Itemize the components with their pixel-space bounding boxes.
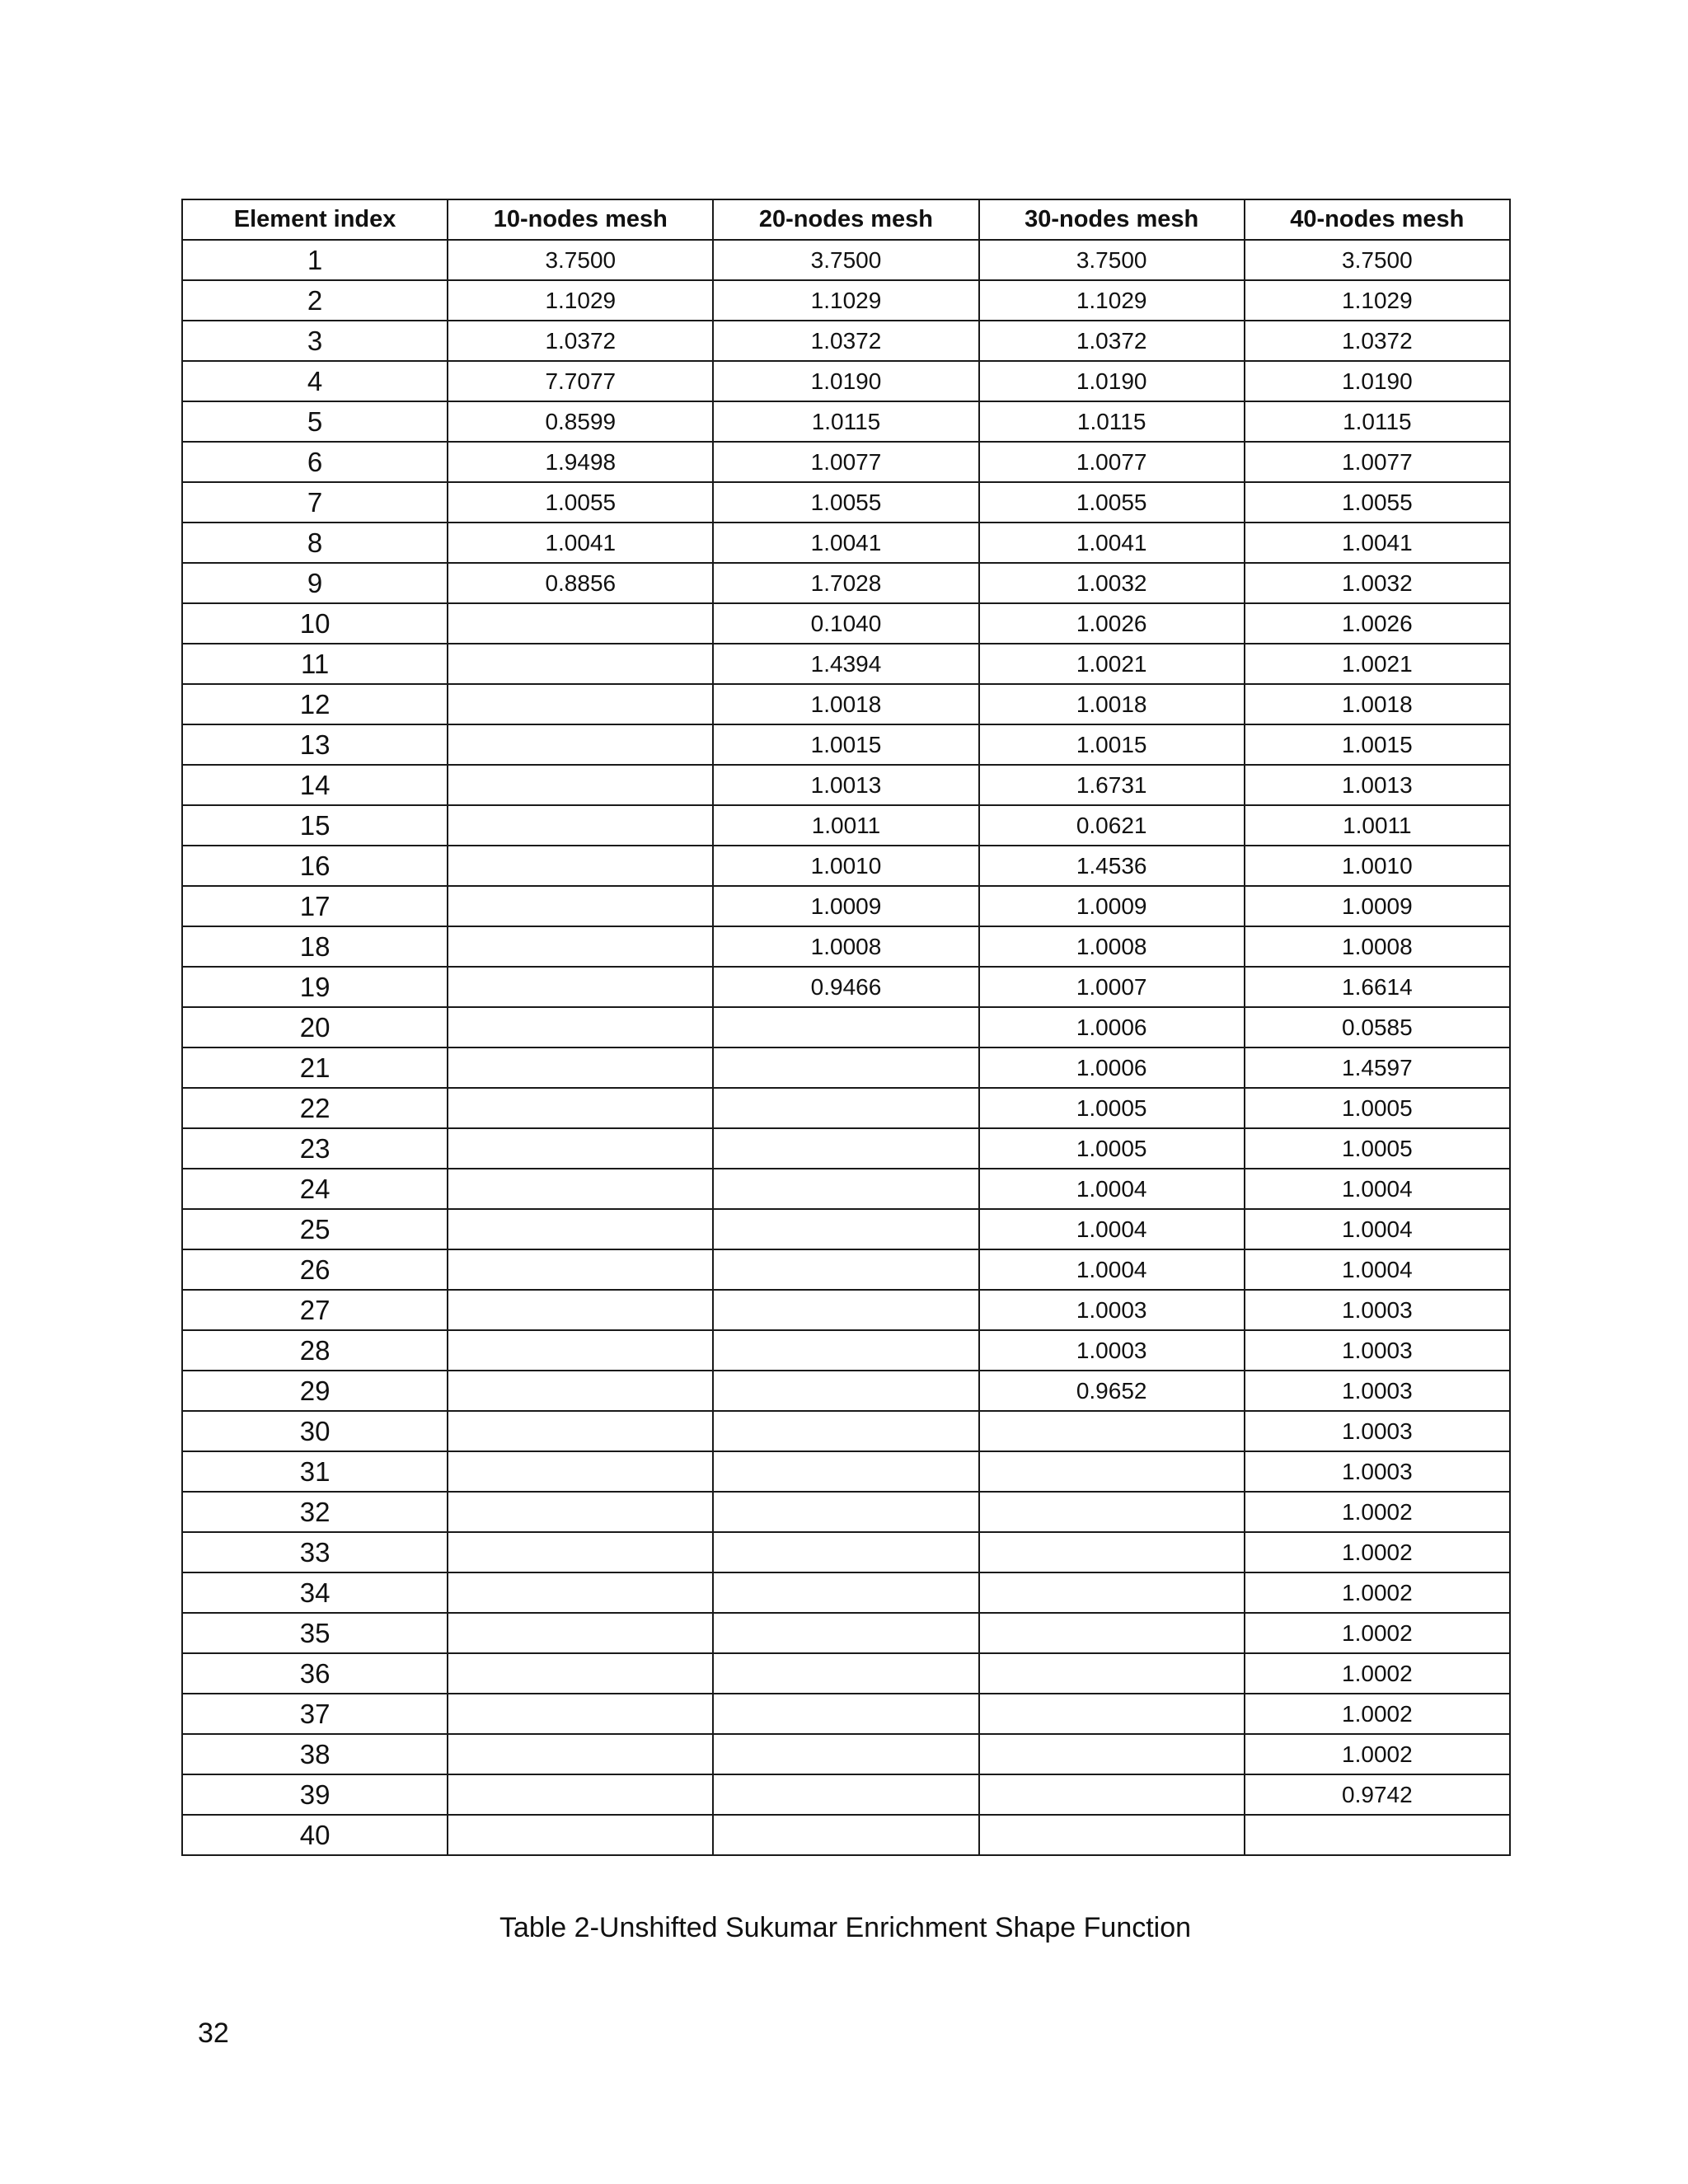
- mesh-40-cell: 1.0003: [1245, 1451, 1510, 1492]
- element-index-cell: 1: [182, 240, 448, 280]
- mesh-10-cell: [448, 1613, 713, 1653]
- element-index-cell: 2: [182, 280, 448, 321]
- mesh-20-cell: 1.0115: [713, 401, 978, 442]
- mesh-20-cell: 1.0010: [713, 846, 978, 886]
- mesh-40-cell: 1.0115: [1245, 401, 1510, 442]
- mesh-30-cell: 1.0115: [979, 401, 1245, 442]
- table-row: [182, 442, 1510, 482]
- mesh-40-cell: 0.9742: [1245, 1774, 1510, 1815]
- element-index-cell: 26: [182, 1249, 448, 1290]
- table-row: [182, 1007, 1510, 1047]
- mesh-10-cell: [448, 603, 713, 644]
- mesh-30-cell: [979, 1613, 1245, 1653]
- mesh-40-cell: 1.0077: [1245, 442, 1510, 482]
- element-index-cell: 28: [182, 1330, 448, 1371]
- mesh-20-cell: 1.0008: [713, 926, 978, 967]
- mesh-30-cell: [979, 1815, 1245, 1855]
- table-row: [182, 523, 1510, 563]
- table-row: [182, 1290, 1510, 1330]
- element-index-cell: 24: [182, 1169, 448, 1209]
- element-index-cell: 38: [182, 1734, 448, 1774]
- element-index-cell: 20: [182, 1007, 448, 1047]
- mesh-20-cell: [713, 1290, 978, 1330]
- table-row: [182, 1653, 1510, 1694]
- mesh-30-cell: 1.0006: [979, 1007, 1245, 1047]
- table-row: [182, 361, 1510, 401]
- mesh-40-cell: 1.0013: [1245, 765, 1510, 805]
- element-index-cell: 12: [182, 684, 448, 724]
- mesh-10-cell: 1.0372: [448, 321, 713, 361]
- column-header-10-nodes: 10-nodes mesh: [448, 199, 713, 240]
- mesh-10-cell: [448, 1815, 713, 1855]
- mesh-20-cell: 1.0077: [713, 442, 978, 482]
- mesh-20-cell: 1.0055: [713, 482, 978, 523]
- mesh-30-cell: [979, 1411, 1245, 1451]
- mesh-40-cell: 1.0004: [1245, 1249, 1510, 1290]
- mesh-20-cell: 0.9466: [713, 967, 978, 1007]
- mesh-40-cell: 1.0002: [1245, 1653, 1510, 1694]
- mesh-20-cell: [713, 1128, 978, 1169]
- element-index-cell: 29: [182, 1371, 448, 1411]
- mesh-20-cell: [713, 1774, 978, 1815]
- mesh-40-cell: 1.0004: [1245, 1169, 1510, 1209]
- table-row: [182, 240, 1510, 280]
- element-index-cell: 16: [182, 846, 448, 886]
- mesh-40-cell: 1.4597: [1245, 1047, 1510, 1088]
- mesh-20-cell: [713, 1007, 978, 1047]
- mesh-10-cell: [448, 846, 713, 886]
- table-row: [182, 1411, 1510, 1451]
- table-row: [182, 1613, 1510, 1653]
- mesh-10-cell: [448, 1492, 713, 1532]
- mesh-30-cell: 1.0015: [979, 724, 1245, 765]
- mesh-10-cell: [448, 1007, 713, 1047]
- mesh-20-cell: [713, 1209, 978, 1249]
- table-row: [182, 967, 1510, 1007]
- table-row: [182, 1249, 1510, 1290]
- element-index-cell: 5: [182, 401, 448, 442]
- table-row: [182, 684, 1510, 724]
- mesh-10-cell: [448, 805, 713, 846]
- mesh-20-cell: [713, 1653, 978, 1694]
- column-header-40-nodes: 40-nodes mesh: [1245, 199, 1510, 240]
- element-index-cell: 25: [182, 1209, 448, 1249]
- mesh-30-cell: 1.0004: [979, 1169, 1245, 1209]
- mesh-40-cell: 1.0055: [1245, 482, 1510, 523]
- enrichment-shape-function-table: [181, 199, 1511, 1856]
- element-index-cell: 4: [182, 361, 448, 401]
- mesh-20-cell: 1.0009: [713, 886, 978, 926]
- table-row: [182, 926, 1510, 967]
- mesh-30-cell: 1.0003: [979, 1330, 1245, 1371]
- mesh-10-cell: [448, 1451, 713, 1492]
- mesh-30-cell: 1.0018: [979, 684, 1245, 724]
- mesh-40-cell: 1.0003: [1245, 1330, 1510, 1371]
- column-header-30-nodes: 30-nodes mesh: [979, 199, 1245, 240]
- table-row: [182, 765, 1510, 805]
- mesh-20-cell: 1.4394: [713, 644, 978, 684]
- element-index-cell: 23: [182, 1128, 448, 1169]
- element-index-cell: 21: [182, 1047, 448, 1088]
- mesh-20-cell: [713, 1371, 978, 1411]
- table-row: [182, 805, 1510, 846]
- mesh-10-cell: [448, 644, 713, 684]
- mesh-20-cell: [713, 1330, 978, 1371]
- element-index-cell: 32: [182, 1492, 448, 1532]
- mesh-10-cell: [448, 1088, 713, 1128]
- mesh-10-cell: 1.0041: [448, 523, 713, 563]
- mesh-40-cell: 1.1029: [1245, 280, 1510, 321]
- mesh-20-cell: 1.0011: [713, 805, 978, 846]
- mesh-30-cell: 1.0026: [979, 603, 1245, 644]
- mesh-30-cell: [979, 1572, 1245, 1613]
- mesh-40-cell: 1.0010: [1245, 846, 1510, 886]
- mesh-40-cell: 1.0018: [1245, 684, 1510, 724]
- column-header-element-index: Element index: [182, 199, 448, 240]
- mesh-40-cell: 1.0011: [1245, 805, 1510, 846]
- table-row: [182, 1371, 1510, 1411]
- mesh-30-cell: 1.0005: [979, 1128, 1245, 1169]
- table-row: [182, 1532, 1510, 1572]
- mesh-30-cell: 1.0077: [979, 442, 1245, 482]
- mesh-30-cell: 1.0041: [979, 523, 1245, 563]
- mesh-40-cell: 1.0009: [1245, 886, 1510, 926]
- mesh-10-cell: [448, 724, 713, 765]
- mesh-20-cell: [713, 1734, 978, 1774]
- element-index-cell: 14: [182, 765, 448, 805]
- mesh-40-cell: 1.6614: [1245, 967, 1510, 1007]
- mesh-20-cell: 0.1040: [713, 603, 978, 644]
- element-index-cell: 7: [182, 482, 448, 523]
- mesh-20-cell: [713, 1047, 978, 1088]
- table-row: [182, 1330, 1510, 1371]
- element-index-cell: 6: [182, 442, 448, 482]
- mesh-20-cell: 1.0013: [713, 765, 978, 805]
- element-index-cell: 11: [182, 644, 448, 684]
- mesh-40-cell: 1.0026: [1245, 603, 1510, 644]
- mesh-20-cell: 1.0372: [713, 321, 978, 361]
- mesh-10-cell: [448, 1249, 713, 1290]
- element-index-cell: 30: [182, 1411, 448, 1451]
- mesh-10-cell: [448, 1371, 713, 1411]
- mesh-20-cell: [713, 1411, 978, 1451]
- table-row: [182, 1815, 1510, 1855]
- element-index-cell: 19: [182, 967, 448, 1007]
- column-header-20-nodes: 20-nodes mesh: [713, 199, 978, 240]
- mesh-30-cell: 0.9652: [979, 1371, 1245, 1411]
- element-index-cell: 27: [182, 1290, 448, 1330]
- element-index-cell: 13: [182, 724, 448, 765]
- table-header-row: [182, 199, 1510, 240]
- mesh-10-cell: [448, 886, 713, 926]
- mesh-40-cell: 1.0004: [1245, 1209, 1510, 1249]
- mesh-20-cell: 1.0015: [713, 724, 978, 765]
- element-index-cell: 36: [182, 1653, 448, 1694]
- mesh-20-cell: [713, 1492, 978, 1532]
- mesh-20-cell: 1.0041: [713, 523, 978, 563]
- table-row: [182, 1169, 1510, 1209]
- element-index-cell: 15: [182, 805, 448, 846]
- mesh-40-cell: 0.0585: [1245, 1007, 1510, 1047]
- table-body: [182, 240, 1510, 1855]
- element-index-cell: 35: [182, 1613, 448, 1653]
- element-index-cell: 37: [182, 1694, 448, 1734]
- mesh-40-cell: 1.0021: [1245, 644, 1510, 684]
- mesh-40-cell: 1.0008: [1245, 926, 1510, 967]
- mesh-20-cell: [713, 1532, 978, 1572]
- mesh-30-cell: 1.4536: [979, 846, 1245, 886]
- element-index-cell: 9: [182, 563, 448, 603]
- mesh-40-cell: 1.0032: [1245, 563, 1510, 603]
- mesh-10-cell: [448, 1774, 713, 1815]
- mesh-40-cell: [1245, 1815, 1510, 1855]
- mesh-10-cell: [448, 967, 713, 1007]
- mesh-10-cell: [448, 1290, 713, 1330]
- element-index-cell: 22: [182, 1088, 448, 1128]
- mesh-30-cell: [979, 1734, 1245, 1774]
- mesh-30-cell: [979, 1532, 1245, 1572]
- mesh-30-cell: 1.1029: [979, 280, 1245, 321]
- table-row: [182, 846, 1510, 886]
- element-index-cell: 39: [182, 1774, 448, 1815]
- element-index-cell: 3: [182, 321, 448, 361]
- mesh-20-cell: 3.7500: [713, 240, 978, 280]
- table-row: [182, 563, 1510, 603]
- mesh-30-cell: [979, 1492, 1245, 1532]
- mesh-10-cell: [448, 1734, 713, 1774]
- mesh-30-cell: 1.0032: [979, 563, 1245, 603]
- mesh-40-cell: 1.0003: [1245, 1411, 1510, 1451]
- mesh-30-cell: 1.0006: [979, 1047, 1245, 1088]
- mesh-20-cell: 1.0018: [713, 684, 978, 724]
- table-row: [182, 1451, 1510, 1492]
- mesh-40-cell: 1.0002: [1245, 1613, 1510, 1653]
- table-caption: Table 2-Unshifted Sukumar Enrichment Shape Function: [499, 1912, 1192, 1943]
- mesh-10-cell: [448, 684, 713, 724]
- mesh-30-cell: 1.6731: [979, 765, 1245, 805]
- mesh-20-cell: 1.0190: [713, 361, 978, 401]
- mesh-10-cell: 0.8599: [448, 401, 713, 442]
- mesh-10-cell: 1.1029: [448, 280, 713, 321]
- element-index-cell: 8: [182, 523, 448, 563]
- mesh-10-cell: [448, 1169, 713, 1209]
- table-row: [182, 724, 1510, 765]
- mesh-30-cell: 1.0003: [979, 1290, 1245, 1330]
- mesh-20-cell: [713, 1694, 978, 1734]
- table-row: [182, 1774, 1510, 1815]
- mesh-10-cell: 3.7500: [448, 240, 713, 280]
- mesh-30-cell: 3.7500: [979, 240, 1245, 280]
- mesh-40-cell: 1.0015: [1245, 724, 1510, 765]
- table-row: [182, 1088, 1510, 1128]
- mesh-30-cell: 0.0621: [979, 805, 1245, 846]
- element-index-cell: 17: [182, 886, 448, 926]
- mesh-20-cell: [713, 1451, 978, 1492]
- mesh-40-cell: 1.0002: [1245, 1492, 1510, 1532]
- mesh-10-cell: [448, 1572, 713, 1613]
- mesh-10-cell: [448, 1128, 713, 1169]
- mesh-30-cell: 1.0190: [979, 361, 1245, 401]
- mesh-40-cell: 1.0041: [1245, 523, 1510, 563]
- table-row: [182, 1694, 1510, 1734]
- table-row: [182, 1734, 1510, 1774]
- mesh-40-cell: 1.0005: [1245, 1088, 1510, 1128]
- mesh-20-cell: [713, 1088, 978, 1128]
- mesh-40-cell: 1.0002: [1245, 1572, 1510, 1613]
- mesh-40-cell: 1.0002: [1245, 1532, 1510, 1572]
- mesh-10-cell: [448, 1209, 713, 1249]
- mesh-40-cell: 1.0372: [1245, 321, 1510, 361]
- element-index-cell: 33: [182, 1532, 448, 1572]
- mesh-10-cell: [448, 1330, 713, 1371]
- mesh-10-cell: 1.0055: [448, 482, 713, 523]
- element-index-cell: 40: [182, 1815, 448, 1855]
- table-row: [182, 1047, 1510, 1088]
- mesh-40-cell: 3.7500: [1245, 240, 1510, 280]
- table-row: [182, 1572, 1510, 1613]
- mesh-20-cell: 1.1029: [713, 280, 978, 321]
- table-row: [182, 482, 1510, 523]
- mesh-30-cell: 1.0004: [979, 1249, 1245, 1290]
- mesh-40-cell: 1.0003: [1245, 1371, 1510, 1411]
- mesh-10-cell: [448, 1694, 713, 1734]
- mesh-40-cell: 1.0190: [1245, 361, 1510, 401]
- table-row: [182, 1209, 1510, 1249]
- mesh-30-cell: 1.0008: [979, 926, 1245, 967]
- mesh-30-cell: [979, 1774, 1245, 1815]
- mesh-40-cell: 1.0005: [1245, 1128, 1510, 1169]
- table-row: [182, 1128, 1510, 1169]
- mesh-30-cell: [979, 1653, 1245, 1694]
- mesh-30-cell: [979, 1694, 1245, 1734]
- mesh-30-cell: 1.0021: [979, 644, 1245, 684]
- mesh-30-cell: 1.0009: [979, 886, 1245, 926]
- mesh-10-cell: 0.8856: [448, 563, 713, 603]
- table-row: [182, 644, 1510, 684]
- mesh-30-cell: 1.0372: [979, 321, 1245, 361]
- mesh-10-cell: [448, 765, 713, 805]
- mesh-20-cell: 1.7028: [713, 563, 978, 603]
- mesh-20-cell: [713, 1613, 978, 1653]
- table-row: [182, 321, 1510, 361]
- mesh-30-cell: 1.0004: [979, 1209, 1245, 1249]
- table-row: [182, 280, 1510, 321]
- mesh-10-cell: [448, 1532, 713, 1572]
- element-index-cell: 34: [182, 1572, 448, 1613]
- mesh-20-cell: [713, 1169, 978, 1209]
- element-index-cell: 18: [182, 926, 448, 967]
- mesh-10-cell: [448, 926, 713, 967]
- mesh-30-cell: [979, 1451, 1245, 1492]
- page-number: 32: [198, 2018, 229, 2049]
- mesh-20-cell: [713, 1815, 978, 1855]
- mesh-40-cell: 1.0002: [1245, 1694, 1510, 1734]
- mesh-30-cell: 1.0005: [979, 1088, 1245, 1128]
- mesh-30-cell: 1.0055: [979, 482, 1245, 523]
- mesh-10-cell: 7.7077: [448, 361, 713, 401]
- mesh-40-cell: 1.0003: [1245, 1290, 1510, 1330]
- element-index-cell: 31: [182, 1451, 448, 1492]
- mesh-10-cell: [448, 1653, 713, 1694]
- mesh-20-cell: [713, 1249, 978, 1290]
- table-row: [182, 886, 1510, 926]
- mesh-10-cell: 1.9498: [448, 442, 713, 482]
- mesh-40-cell: 1.0002: [1245, 1734, 1510, 1774]
- table-row: [182, 603, 1510, 644]
- mesh-10-cell: [448, 1047, 713, 1088]
- mesh-20-cell: [713, 1572, 978, 1613]
- mesh-10-cell: [448, 1411, 713, 1451]
- table-row: [182, 401, 1510, 442]
- mesh-30-cell: 1.0007: [979, 967, 1245, 1007]
- element-index-cell: 10: [182, 603, 448, 644]
- table-row: [182, 1492, 1510, 1532]
